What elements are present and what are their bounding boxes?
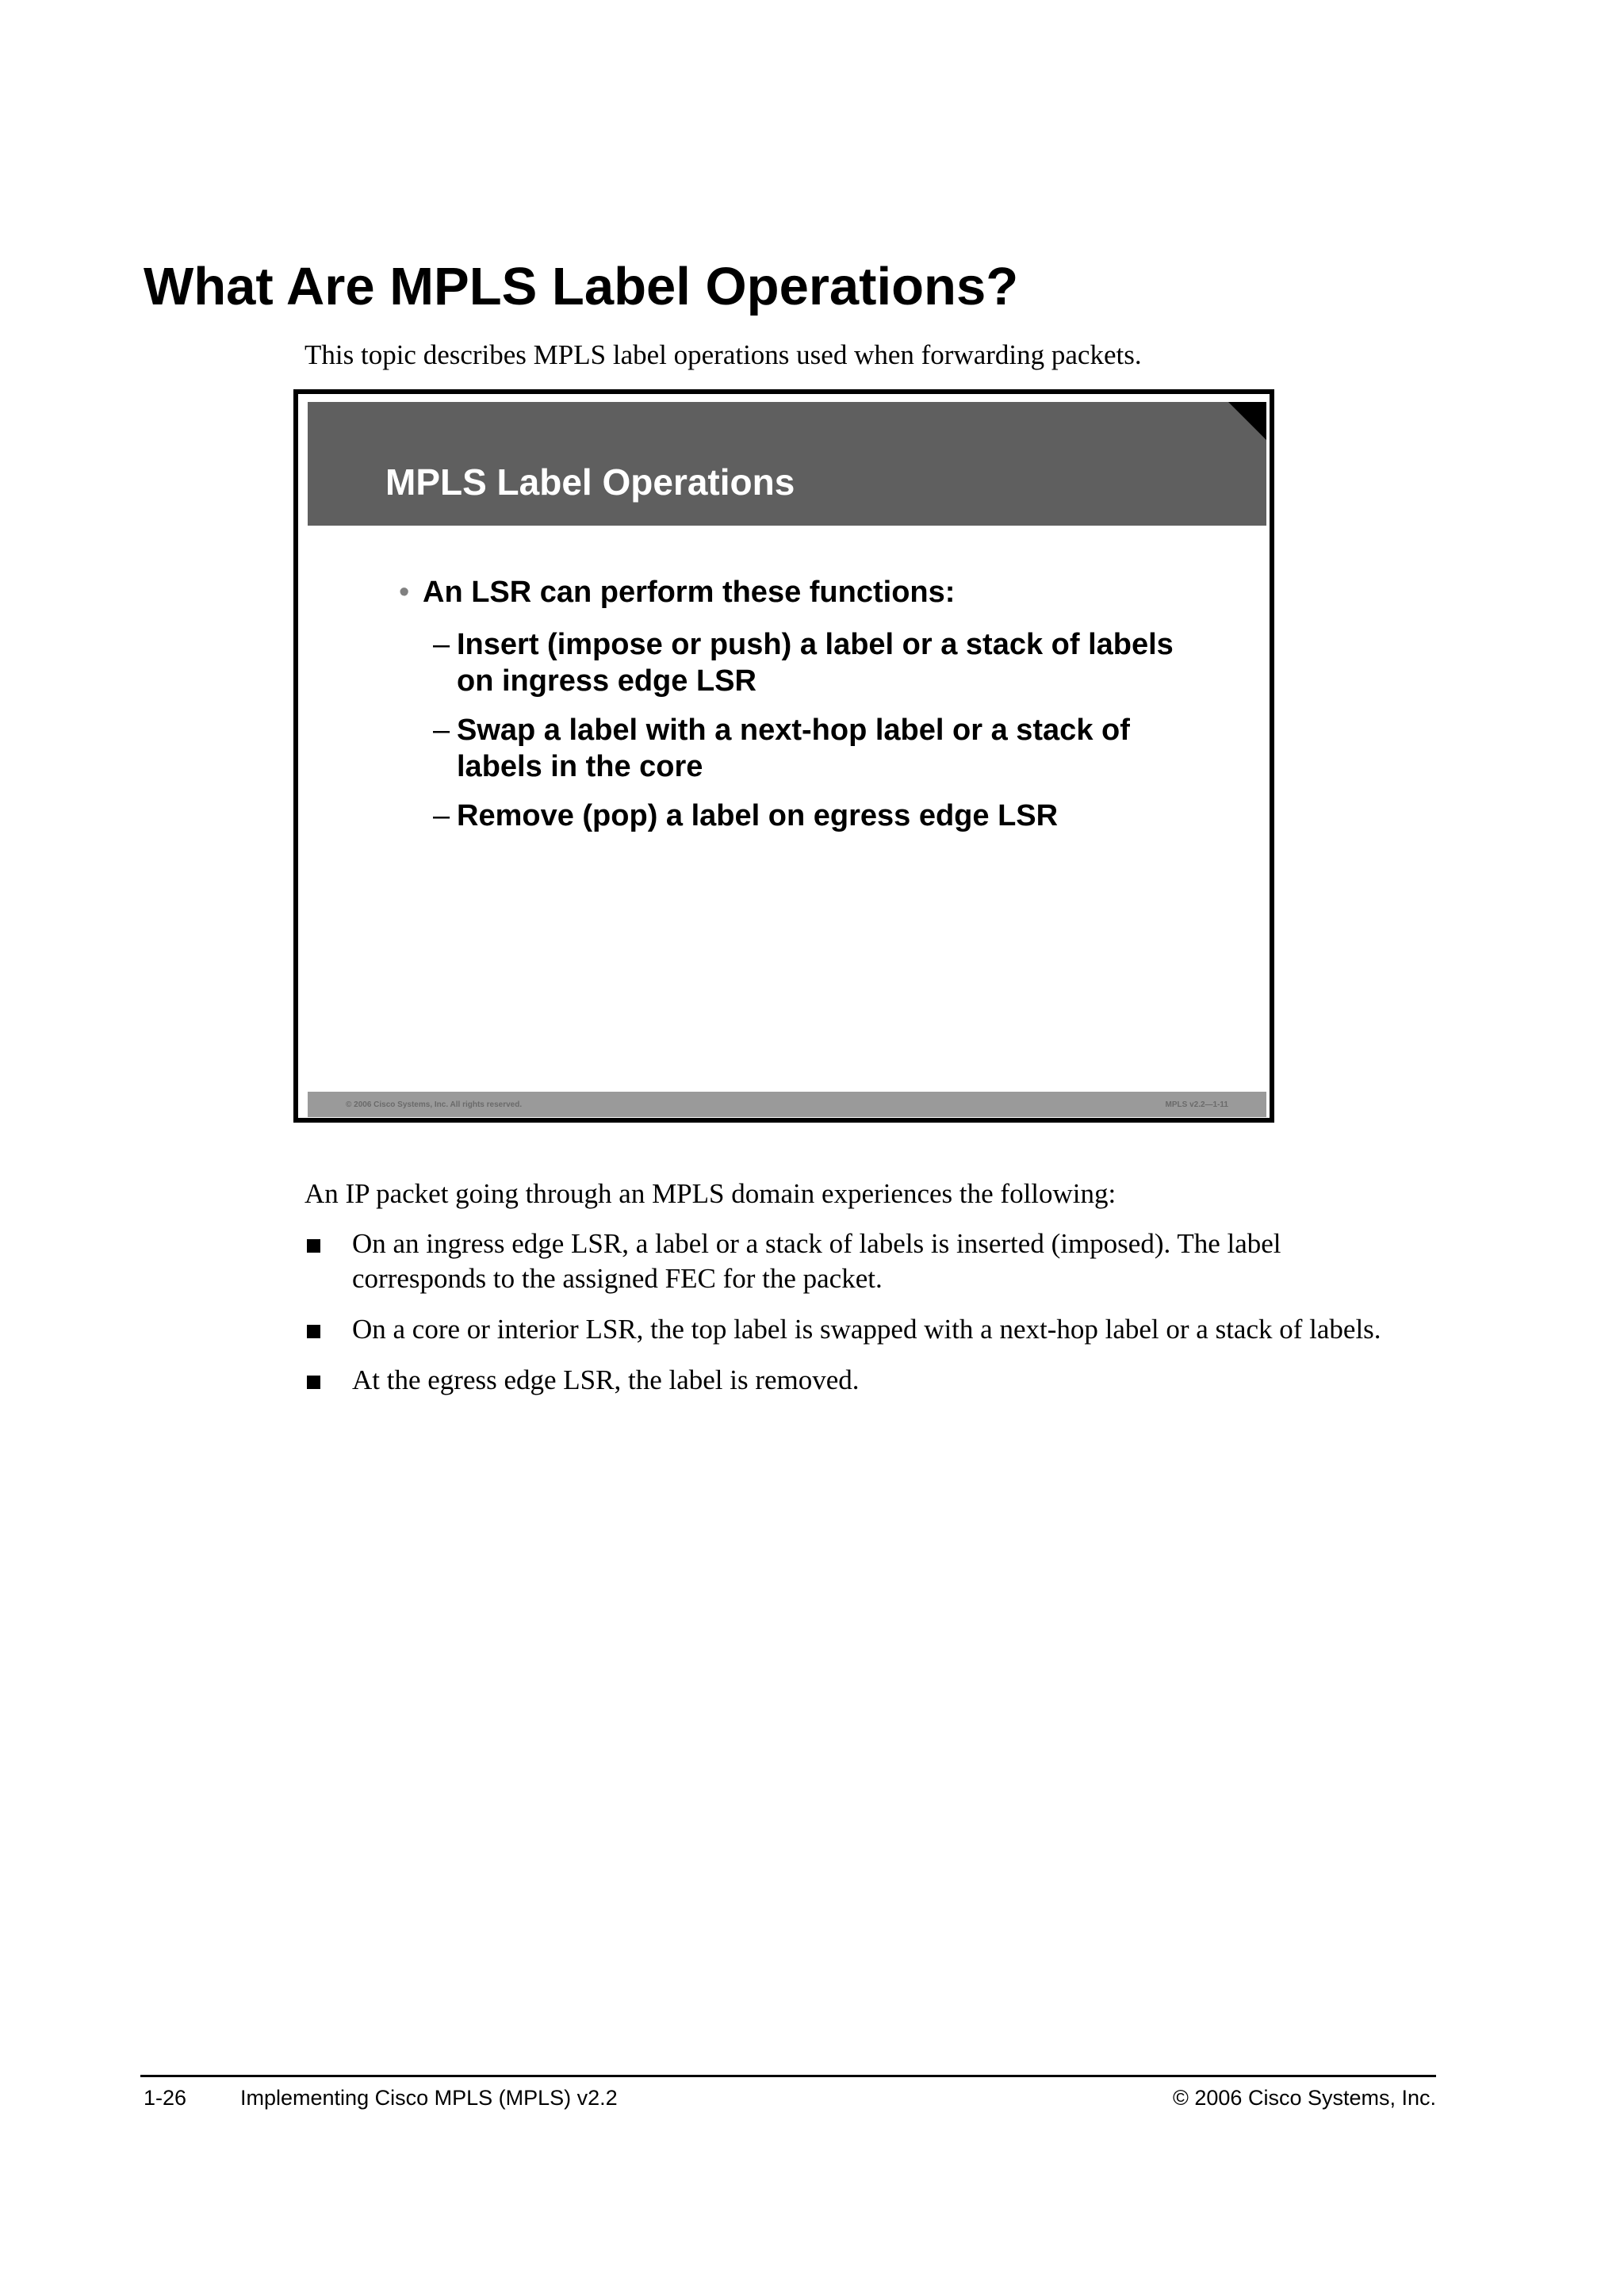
slide-footer	[308, 1092, 1266, 1117]
list-item-text: On a core or interior LSR, the top label is swapped with a next-hop label or a stack of labels.	[352, 1314, 1381, 1345]
corner-triangle-icon	[1228, 402, 1266, 440]
slide-subbullet	[433, 626, 1218, 699]
slide-subbullet-text: Swap a label with a next-hop label or a stack of labels in the core	[457, 714, 1130, 783]
footer-book-title: Implementing Cisco MPLS (MPLS) v2.2	[240, 2086, 618, 2110]
slide-subbullet	[433, 798, 1218, 834]
slide-footer-code: MPLS v2.2—1-11	[1165, 1100, 1228, 1109]
list-item	[304, 1312, 1383, 1347]
dash-icon: –	[433, 714, 450, 747]
slide-bullet-text: An LSR can perform these functions:	[423, 576, 956, 609]
slide-subbullet	[433, 712, 1218, 785]
footer-divider	[140, 2075, 1436, 2077]
slide-subbullet-text: Remove (pop) a label on egress edge LSR	[457, 799, 1059, 832]
square-bullet-icon	[307, 1325, 320, 1338]
list-item-text: On an ingress edge LSR, a label or a stack of labels is inserted (imposed). The label corresponds to the assigned FEC for the packet.	[352, 1228, 1281, 1294]
list-item	[304, 1226, 1383, 1296]
slide-figure	[293, 389, 1274, 1123]
slide-title: MPLS Label Operations	[385, 461, 795, 503]
footer-copyright: © 2006 Cisco Systems, Inc.	[1172, 2086, 1436, 2110]
body-list	[304, 1226, 1383, 1414]
body-lead: An IP packet going through an MPLS domain experiences the following:	[304, 1178, 1116, 1209]
square-bullet-icon	[307, 1376, 320, 1389]
topic-intro: This topic describes MPLS label operations used when forwarding packets.	[304, 339, 1142, 370]
footer-page-number: 1-26	[144, 2086, 187, 2110]
slide-header	[308, 402, 1266, 526]
slide-bullet	[399, 576, 955, 610]
dash-icon: –	[433, 628, 450, 661]
list-item-text: At the egress edge LSR, the label is removed.	[352, 1364, 860, 1395]
slide-footer-copyright: © 2006 Cisco Systems, Inc. All rights reserved.	[346, 1100, 523, 1109]
square-bullet-icon	[307, 1239, 320, 1253]
bullet-dot-icon: •	[399, 576, 410, 609]
list-item	[304, 1363, 1383, 1398]
page-title: What Are MPLS Label Operations?	[144, 257, 1019, 316]
slide-subbullet-text: Insert (impose or push) a label or a stack of labels on ingress edge LSR	[457, 628, 1174, 698]
dash-icon: –	[433, 799, 450, 832]
